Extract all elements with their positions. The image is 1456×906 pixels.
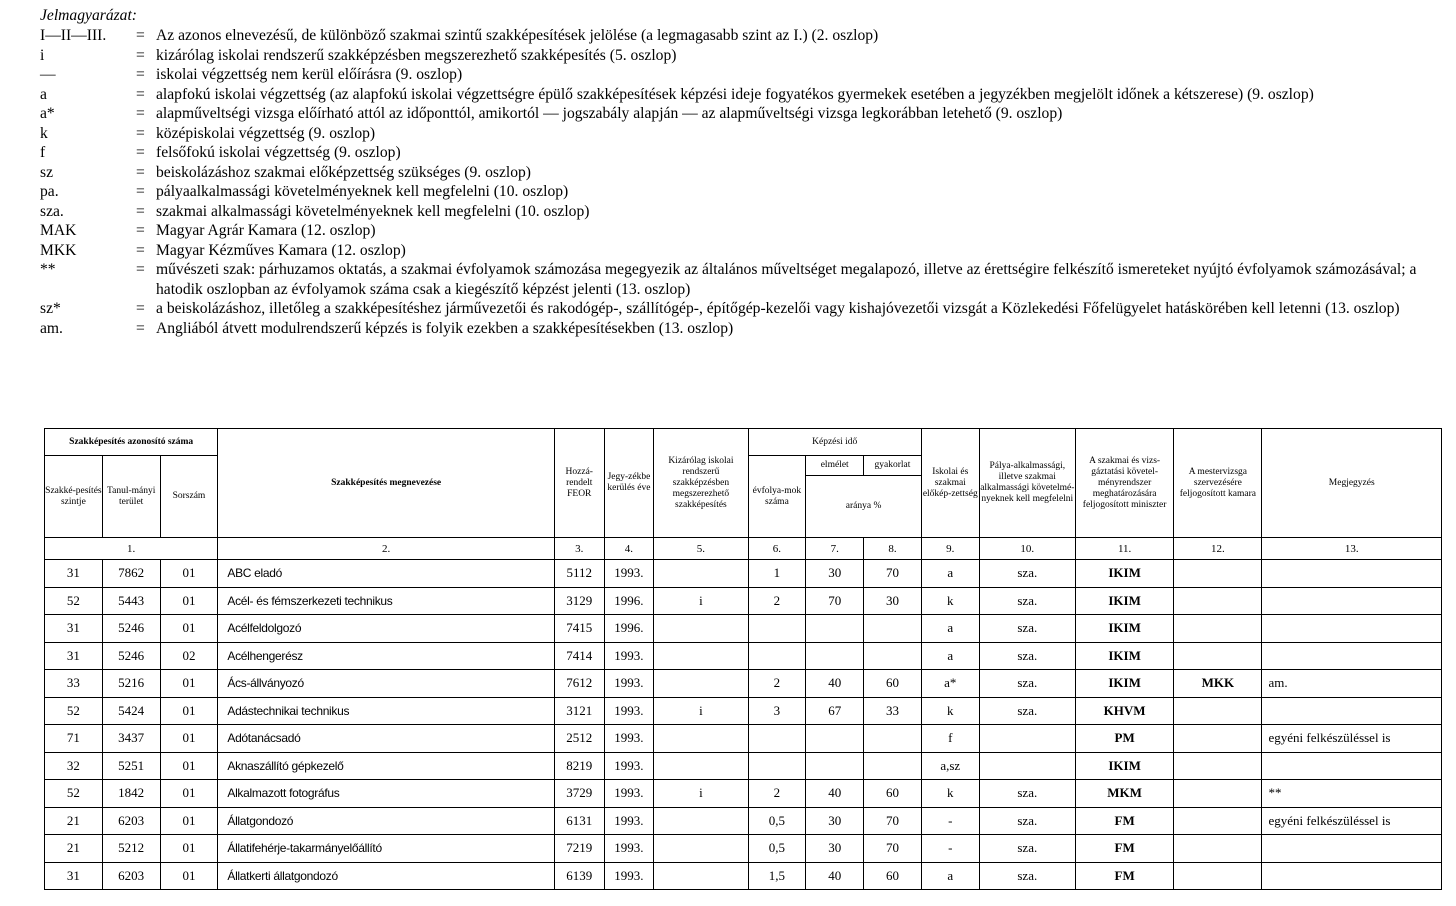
legend-equals: = [136,105,145,122]
legend-item [40,65,1445,85]
column-number: 7. [806,538,864,560]
cell-sorszam: 01 [160,862,218,890]
legend-description: Magyar Agrár Kamara (12. oszlop) [156,222,376,239]
cell-megnevezes: Ács-állványozó [218,670,555,698]
cell-miniszter: FM [1075,807,1173,835]
cell-megnevezes: Állatkerti állatgondozó [218,862,555,890]
cell-evfolyamok: 0,5 [748,807,806,835]
cell-megjegyzes: egyéni felkészüléssel is [1262,807,1442,835]
column-number: 10. [979,538,1075,560]
cell-evfolyamok: 1 [748,560,806,588]
cell-terulet: 7862 [102,560,160,588]
cell-kizarolag [654,615,748,643]
cell-kizarolag [654,835,748,863]
cell-megjegyzes [1262,587,1442,615]
legend-description: pályaalkalmassági követelményeknek kell megfelelni (10. oszlop) [156,183,569,200]
cell-feor: 3729 [554,780,604,808]
header-elmelet: elmélet [806,456,864,476]
cell-jegyzek-ev: 1993. [604,697,654,725]
cell-megjegyzes [1262,697,1442,725]
legend-item [40,221,1445,241]
cell-alkalmassag: sza. [979,642,1075,670]
cell-miniszter: MKM [1075,780,1173,808]
cell-gyakorlat [864,752,922,780]
cell-megnevezes: Állatifehérje-takarmányelőállító [218,835,555,863]
cell-jegyzek-ev: 1993. [604,752,654,780]
cell-gyakorlat: 70 [864,835,922,863]
cell-gyakorlat: 33 [864,697,922,725]
qualification-table [44,428,1442,890]
cell-elmelet: 30 [806,835,864,863]
cell-gyakorlat [864,725,922,753]
legend-item [40,319,1445,339]
cell-elmelet: 70 [806,587,864,615]
cell-alkalmassag: sza. [979,560,1075,588]
cell-megnevezes: Alkalmazott fotográfus [218,780,555,808]
cell-kamara [1174,862,1262,890]
legend-item [40,85,1445,105]
legend-item [40,241,1445,261]
cell-kizarolag [654,670,748,698]
cell-iskolai: a* [921,670,979,698]
cell-elmelet [806,752,864,780]
cell-alkalmassag: sza. [979,862,1075,890]
cell-elmelet: 40 [806,862,864,890]
cell-evfolyamok [748,615,806,643]
legend-symbol: a* [40,105,55,122]
cell-iskolai: a [921,642,979,670]
cell-szint: 33 [45,670,103,698]
cell-jegyzek-ev: 1993. [604,642,654,670]
legend-equals: = [136,124,145,142]
cell-sorszam: 01 [160,780,218,808]
cell-alkalmassag: sza. [979,615,1075,643]
cell-kizarolag: i [654,780,748,808]
table-row [45,615,1442,643]
legend-equals: = [136,222,145,239]
cell-megnevezes: Acélhengerész [218,642,555,670]
cell-evfolyamok: 3 [748,697,806,725]
cell-iskolai: a,sz [921,752,979,780]
cell-kamara: MKK [1174,670,1262,698]
cell-megnevezes: Acélfeldolgozó [218,615,555,643]
column-number-row [45,538,1442,560]
legend-equals: = [136,261,145,278]
cell-szint: 31 [45,615,103,643]
cell-terulet: 5246 [102,615,160,643]
cell-feor: 7219 [554,835,604,863]
header-kizarolag: Kizárólag iskolai rendszerű szakképzésben megszerezhető szakképesítés [654,429,748,538]
legend-symbol: f [40,144,46,161]
legend-equals: = [136,27,145,44]
table-header [45,429,1442,560]
cell-alkalmassag: sza. [979,697,1075,725]
cell-alkalmassag [979,752,1075,780]
column-number: 8. [864,538,922,560]
legend-equals: = [136,241,145,259]
column-number: 3. [554,538,604,560]
cell-gyakorlat: 30 [864,587,922,615]
legend-symbol: sz [40,163,53,181]
cell-alkalmassag: sza. [979,587,1075,615]
cell-evfolyamok [748,752,806,780]
cell-feor: 7415 [554,615,604,643]
cell-alkalmassag: sza. [979,807,1075,835]
legend-item [40,299,1445,319]
cell-elmelet: 30 [806,560,864,588]
cell-jegyzek-ev: 1993. [604,862,654,890]
cell-kamara [1174,642,1262,670]
legend-equals: = [136,183,145,200]
cell-iskolai: f [921,725,979,753]
cell-miniszter: IKIM [1075,587,1173,615]
legend-equals: = [136,300,145,317]
table-row [45,780,1442,808]
cell-terulet: 5443 [102,587,160,615]
cell-feor: 7612 [554,670,604,698]
legend-item [40,124,1445,144]
cell-feor: 6139 [554,862,604,890]
legend-item [40,143,1445,163]
cell-gyakorlat: 60 [864,670,922,698]
cell-jegyzek-ev: 1996. [604,615,654,643]
cell-miniszter: IKIM [1075,615,1173,643]
legend [40,6,1445,338]
cell-sorszam: 01 [160,670,218,698]
cell-szint: 31 [45,642,103,670]
cell-miniszter: FM [1075,862,1173,890]
legend-description: a beiskolázáshoz, illetőleg a szakképesítéshez járművezetői és rakodógép-, szállítógép-, építőgép-kezelői vagy kishajóvezetői vizsgát a Közlekedési Főfelügyelet hatáskörében kell letenni (13. oszlop) [156,300,1400,317]
cell-terulet: 5216 [102,670,160,698]
cell-terulet: 5251 [102,752,160,780]
cell-miniszter: IKIM [1075,752,1173,780]
legend-equals: = [136,66,145,83]
cell-sorszam: 01 [160,752,218,780]
cell-kizarolag: i [654,697,748,725]
table-row [45,725,1442,753]
cell-feor: 3129 [554,587,604,615]
legend-title: Jelmagyarázat: [40,7,138,24]
legend-item [40,46,1445,66]
legend-symbol: i [40,46,45,64]
cell-evfolyamok: 2 [748,780,806,808]
header-group-id: Szakképesítés azonosító száma [45,429,218,456]
cell-kizarolag: i [654,587,748,615]
cell-evfolyamok: 2 [748,670,806,698]
legend-symbol: pa. [40,183,59,200]
legend-item [40,104,1445,124]
legend-symbol: a [40,85,47,103]
header-sorszam: Sorszám [160,456,218,538]
legend-equals: = [136,163,145,181]
legend-item [40,182,1445,202]
legend-item [40,260,1445,299]
column-number: 4. [604,538,654,560]
cell-evfolyamok: 1,5 [748,862,806,890]
cell-megjegyzes: am. [1262,670,1442,698]
cell-gyakorlat: 60 [864,780,922,808]
legend-symbol: MKK [40,241,77,259]
cell-jegyzek-ev: 1996. [604,587,654,615]
legend-description: művészeti szak: párhuzamos oktatás, a szakmai évfolyamok számozása megegyezik az általános műveltséget megalapozó, illetve az érettségire felkészítő ismereteket nyújtó évfolyamok számozásával; a hatodik oszlopban az évfolyamok száma csak a kiegészítő képzést jelenti (13. oszlop) [156,261,1417,298]
cell-megnevezes: Állatgondozó [218,807,555,835]
column-number: 1. [45,538,218,560]
cell-kizarolag [654,862,748,890]
legend-description: középiskolai végzettség (9. oszlop) [156,124,376,142]
cell-megjegyzes [1262,862,1442,890]
column-number: 2. [218,538,555,560]
table-row [45,642,1442,670]
cell-terulet: 1842 [102,780,160,808]
legend-item [40,202,1445,222]
cell-iskolai: a [921,560,979,588]
cell-kizarolag [654,642,748,670]
header-kovetelmeny: A szakmai és vizs-gáztatási követel-ményrendszer meghatározására feljogosított miniszter [1075,429,1173,538]
cell-megjegyzes [1262,752,1442,780]
cell-megnevezes: Acél- és fémszerkezeti technikus [218,587,555,615]
cell-terulet: 5246 [102,642,160,670]
cell-sorszam: 01 [160,725,218,753]
legend-description: kizárólag iskolai rendszerű szakképzésben megszerezhető szakképesítés (5. oszlop) [156,46,677,64]
cell-megjegyzes: egyéni felkészüléssel is [1262,725,1442,753]
legend-symbol: sz* [40,300,61,317]
table-row [45,670,1442,698]
cell-evfolyamok [748,642,806,670]
cell-sorszam: 01 [160,560,218,588]
column-number: 9. [921,538,979,560]
legend-description: alapműveltségi vizsga előírható attól az időponttól, amikortól — jogszabály alapján — az alapműveltségi vizsga legkorábban letehető (9. oszlop) [156,105,1063,122]
cell-alkalmassag [979,725,1075,753]
cell-jegyzek-ev: 1993. [604,670,654,698]
column-number: 12. [1174,538,1262,560]
cell-elmelet: 30 [806,807,864,835]
header-aranya: aránya % [806,476,922,538]
cell-feor: 7414 [554,642,604,670]
header-megnevezes: Szakképesítés megnevezése [218,429,555,538]
cell-gyakorlat: 70 [864,560,922,588]
cell-szint: 21 [45,835,103,863]
table-row [45,560,1442,588]
cell-kamara [1174,560,1262,588]
cell-iskolai: k [921,780,979,808]
cell-megjegyzes [1262,835,1442,863]
cell-miniszter: FM [1075,835,1173,863]
legend-item [40,26,1445,46]
cell-alkalmassag: sza. [979,780,1075,808]
cell-iskolai: - [921,835,979,863]
legend-description: Angliából átvett modulrendszerű képzés is folyik ezekben a szakképesítésekben (13. oszlop) [156,319,734,337]
cell-kamara [1174,697,1262,725]
cell-gyakorlat: 70 [864,807,922,835]
header-terulet: Tanul-mányi terület [102,456,160,538]
column-number: 11. [1075,538,1173,560]
cell-miniszter: IKIM [1075,670,1173,698]
legend-description: beiskolázáshoz szakmai előképzettség szükséges (9. oszlop) [156,163,531,181]
cell-terulet: 5424 [102,697,160,725]
cell-megnevezes: ABC eladó [218,560,555,588]
cell-sorszam: 02 [160,642,218,670]
cell-sorszam: 01 [160,807,218,835]
cell-kizarolag [654,807,748,835]
cell-terulet: 3437 [102,725,160,753]
legend-description: felsőfokú iskolai végzettség (9. oszlop) [156,144,401,161]
cell-feor: 2512 [554,725,604,753]
cell-kamara [1174,725,1262,753]
cell-feor: 8219 [554,752,604,780]
legend-description: szakmai alkalmassági követelményeknek kell megfelelni (10. oszlop) [156,202,590,220]
legend-symbol: I—II—III. [40,27,107,44]
legend-symbol: ** [40,261,56,278]
cell-evfolyamok [748,725,806,753]
cell-megnevezes: Adótanácsadó [218,725,555,753]
legend-description: Magyar Kézműves Kamara (12. oszlop) [156,241,406,259]
cell-szint: 52 [45,587,103,615]
cell-kamara [1174,835,1262,863]
cell-elmelet [806,642,864,670]
table-row [45,862,1442,890]
table-body [45,560,1442,890]
cell-szint: 52 [45,780,103,808]
cell-kizarolag [654,725,748,753]
legend-list [40,26,1445,338]
legend-description: alapfokú iskolai végzettség (az alapfokú iskolai végzettségre épülő szakképesítések képzési ideje fogyatékos gyermekek esetében a jegyzékben megjelölt időnek a kétszerese) (9. oszlop) [156,85,1314,103]
cell-kamara [1174,807,1262,835]
cell-iskolai: k [921,697,979,725]
cell-jegyzek-ev: 1993. [604,725,654,753]
cell-miniszter: IKIM [1075,560,1173,588]
cell-terulet: 5212 [102,835,160,863]
cell-elmelet [806,725,864,753]
cell-alkalmassag: sza. [979,670,1075,698]
cell-feor: 6131 [554,807,604,835]
cell-szint: 52 [45,697,103,725]
cell-elmelet [806,615,864,643]
legend-symbol: am. [40,319,63,337]
cell-feor: 3121 [554,697,604,725]
cell-iskolai: a [921,862,979,890]
legend-equals: = [136,46,145,64]
cell-kamara [1174,780,1262,808]
legend-symbol: MAK [40,222,77,239]
cell-miniszter: IKIM [1075,642,1173,670]
header-gyakorlat: gyakorlat [864,456,922,476]
header-jegyzek: Jegy-zékbe kerülés éve [604,429,654,538]
legend-symbol: k [40,124,48,142]
cell-kamara [1174,615,1262,643]
cell-megnevezes: Adástechnikai technikus [218,697,555,725]
legend-symbol: — [40,66,56,83]
legend-equals: = [136,144,145,161]
cell-gyakorlat: 60 [864,862,922,890]
cell-jegyzek-ev: 1993. [604,560,654,588]
table-row [45,697,1442,725]
column-number: 13. [1262,538,1442,560]
cell-megjegyzes: ** [1262,780,1442,808]
cell-szint: 21 [45,807,103,835]
cell-jegyzek-ev: 1993. [604,780,654,808]
cell-jegyzek-ev: 1993. [604,807,654,835]
legend-equals: = [136,319,145,337]
legend-equals: = [136,85,145,103]
header-kepzesi-ido: Képzési idő [748,429,921,456]
cell-sorszam: 01 [160,587,218,615]
cell-gyakorlat [864,642,922,670]
cell-sorszam: 01 [160,835,218,863]
cell-evfolyamok: 2 [748,587,806,615]
cell-feor: 5112 [554,560,604,588]
cell-kamara [1174,752,1262,780]
header-mestervizsga: A mestervizsga szervezésére feljogosított kamara [1174,429,1262,538]
cell-elmelet: 40 [806,780,864,808]
table-row [45,587,1442,615]
cell-szint: 71 [45,725,103,753]
cell-sorszam: 01 [160,615,218,643]
cell-szint: 31 [45,862,103,890]
cell-megjegyzes [1262,615,1442,643]
header-szint: Szakké-pesítés szintje [45,456,103,538]
header-iskolai: Iskolai és szakmai előkép-zettség [921,429,979,538]
cell-iskolai: - [921,807,979,835]
cell-jegyzek-ev: 1993. [604,835,654,863]
cell-kizarolag [654,560,748,588]
table-row [45,807,1442,835]
header-evfolyamok: évfolya-mok száma [748,456,806,538]
cell-elmelet: 67 [806,697,864,725]
column-number: 5. [654,538,748,560]
cell-evfolyamok: 0,5 [748,835,806,863]
legend-symbol: sza. [40,202,64,220]
cell-szint: 31 [45,560,103,588]
cell-miniszter: PM [1075,725,1173,753]
cell-iskolai: a [921,615,979,643]
table-row [45,835,1442,863]
cell-elmelet: 40 [806,670,864,698]
header-megjegyzes: Megjegyzés [1262,429,1442,538]
cell-miniszter: KHVM [1075,697,1173,725]
cell-megnevezes: Aknaszállító gépkezelő [218,752,555,780]
cell-terulet: 6203 [102,862,160,890]
header-palya: Pálya-alkalmassági, illetve szakmai alkalmassági követelmé-nyeknek kell megfelelni [979,429,1075,538]
cell-sorszam: 01 [160,697,218,725]
cell-terulet: 6203 [102,807,160,835]
cell-szint: 32 [45,752,103,780]
column-number: 6. [748,538,806,560]
legend-item [40,163,1445,183]
cell-gyakorlat [864,615,922,643]
legend-description: iskolai végzettség nem kerül előírásra (9. oszlop) [156,66,463,83]
cell-kizarolag [654,752,748,780]
cell-megjegyzes [1262,642,1442,670]
header-feor: Hozzá-rendelt FEOR [554,429,604,538]
cell-megjegyzes [1262,560,1442,588]
cell-alkalmassag: sza. [979,835,1075,863]
cell-iskolai: k [921,587,979,615]
cell-kamara [1174,587,1262,615]
legend-description: Az azonos elnevezésű, de különböző szakmai szintű szakképesítések jelölése (a legmagasabb szint az I.) (2. oszlop) [156,27,879,44]
legend-equals: = [136,202,145,220]
table-row [45,752,1442,780]
